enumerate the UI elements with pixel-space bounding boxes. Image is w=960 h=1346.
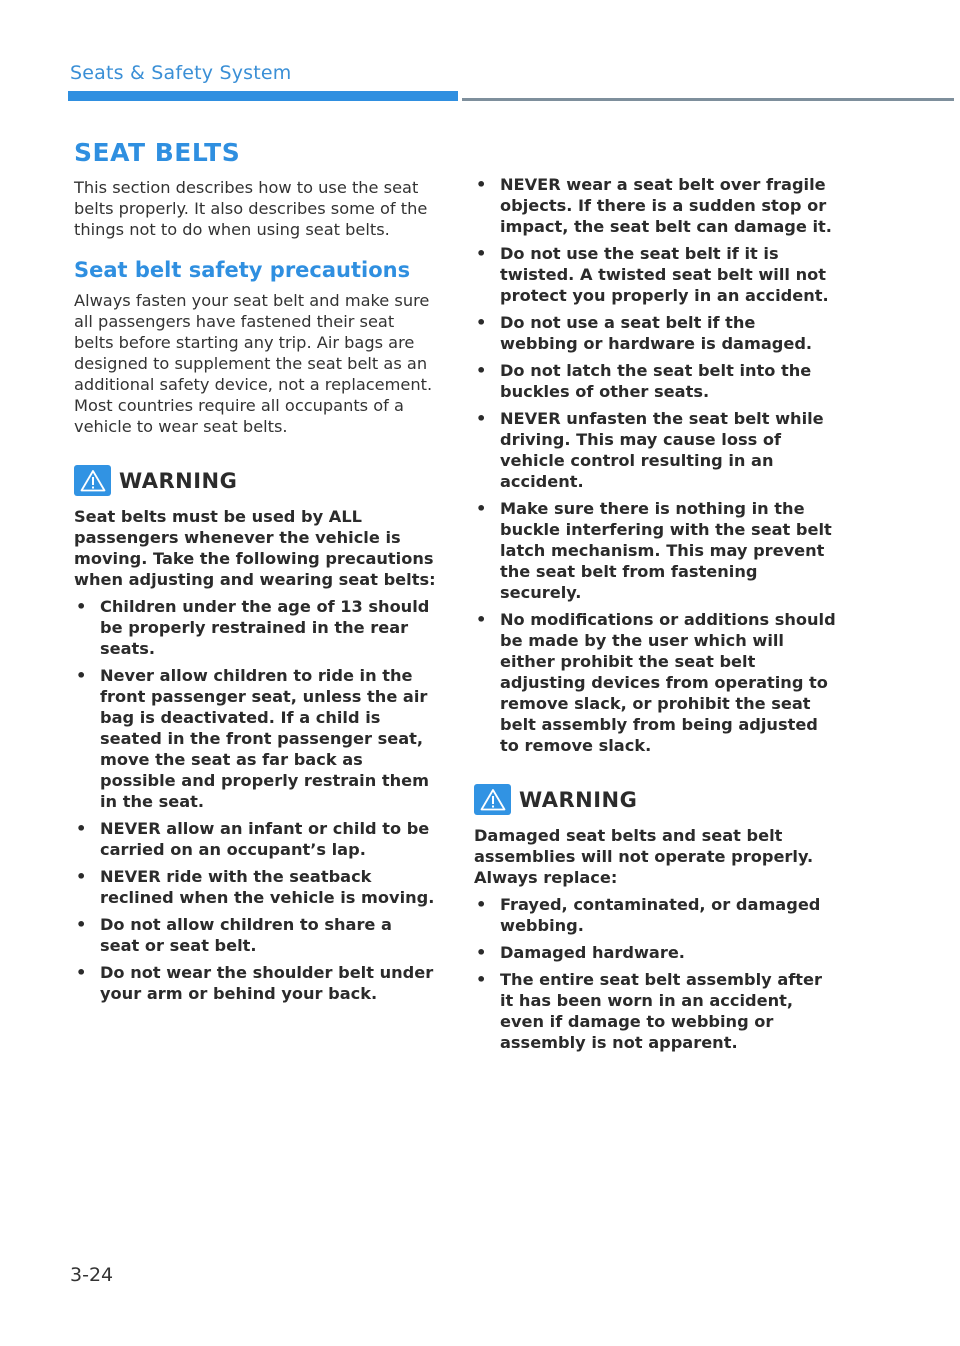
page-number: 3-24 bbox=[70, 1264, 114, 1286]
list-item: • Damaged hardware. bbox=[474, 942, 838, 963]
list-item: • Do not use the seat belt if it is twisted. A twisted seat belt will not protect you properly in an accident. bbox=[474, 243, 838, 306]
warning-triangle-icon bbox=[474, 784, 511, 815]
precautions-list-continued bbox=[474, 174, 838, 756]
section-intro: This section describes how to use the seat belts properly. It also describes some of the things not to do when using seat belts. bbox=[74, 178, 428, 239]
header-rule-gray bbox=[462, 98, 954, 101]
list-item: • Children under the age of 13 should be properly restrained in the rear seats. bbox=[74, 596, 436, 659]
warning-2-list bbox=[474, 894, 838, 1053]
list-item: • NEVER wear a seat belt over fragile objects. If there is a sudden stop or impact, the seat belt can damage it. bbox=[474, 174, 838, 237]
right-column bbox=[474, 174, 838, 1059]
subsection-body: Always fasten your seat belt and make sure all passengers have fastened their seat belts before starting any trip. Air bags are designed to supplement the seat belt as an additional safety device, not a replacement. Most countries require all occupants of a vehicle to wear seat belts. bbox=[74, 291, 433, 436]
running-header: Seats & Safety System bbox=[70, 62, 292, 84]
list-item: • Make sure there is nothing in the buckle interfering with the seat belt latch mechanism. This may prevent the seat belt from fastening securely. bbox=[474, 498, 838, 603]
list-item: • Never allow children to ride in the front passenger seat, unless the air bag is deactivated. If a child is seated in the front passenger seat, move the seat as far back as possible and properly restrain them in the seat. bbox=[74, 665, 436, 812]
list-item: • The entire seat belt assembly after it has been worn in an accident, even if damage to webbing or assembly is not apparent. bbox=[474, 969, 838, 1053]
list-item: • NEVER unfasten the seat belt while driving. This may cause loss of vehicle control resulting in an accident. bbox=[474, 408, 838, 492]
warning-box-2 bbox=[474, 784, 838, 1053]
list-item: • Do not allow children to share a seat or seat belt. bbox=[74, 914, 436, 956]
left-column bbox=[74, 138, 436, 1010]
warning-intro: Seat belts must be used by ALL passengers whenever the vehicle is moving. Take the following precautions when adjusting and wearing seat belts: bbox=[74, 507, 436, 589]
header-rule-blue bbox=[68, 91, 458, 101]
warning-label: WARNING bbox=[119, 468, 238, 493]
warning-label: WARNING bbox=[519, 787, 638, 812]
warning-box-1 bbox=[74, 465, 436, 1004]
section-title: SEAT BELTS bbox=[74, 138, 241, 167]
warning-1-list bbox=[74, 596, 436, 1004]
list-item: • No modifications or additions should be made by the user which will either prohibit the seat belt adjusting devices from operating to remove slack, or prohibit the seat belt assembly from being adjusted to remove slack. bbox=[474, 609, 838, 756]
list-item: • Do not latch the seat belt into the buckles of other seats. bbox=[474, 360, 838, 402]
subsection-title: Seat belt safety precautions bbox=[74, 258, 411, 282]
list-item: • NEVER ride with the seatback reclined when the vehicle is moving. bbox=[74, 866, 436, 908]
list-item: • Frayed, contaminated, or damaged webbing. bbox=[474, 894, 838, 936]
list-item: • Do not use a seat belt if the webbing or hardware is damaged. bbox=[474, 312, 838, 354]
warning-intro: Damaged seat belts and seat belt assemblies will not operate properly. Always replace: bbox=[474, 826, 814, 887]
warning-heading bbox=[74, 465, 436, 496]
list-item: • Do not wear the shoulder belt under your arm or behind your back. bbox=[74, 962, 436, 1004]
warning-heading bbox=[474, 784, 838, 815]
list-item: • NEVER allow an infant or child to be carried on an occupant’s lap. bbox=[74, 818, 436, 860]
warning-triangle-icon bbox=[74, 465, 111, 496]
